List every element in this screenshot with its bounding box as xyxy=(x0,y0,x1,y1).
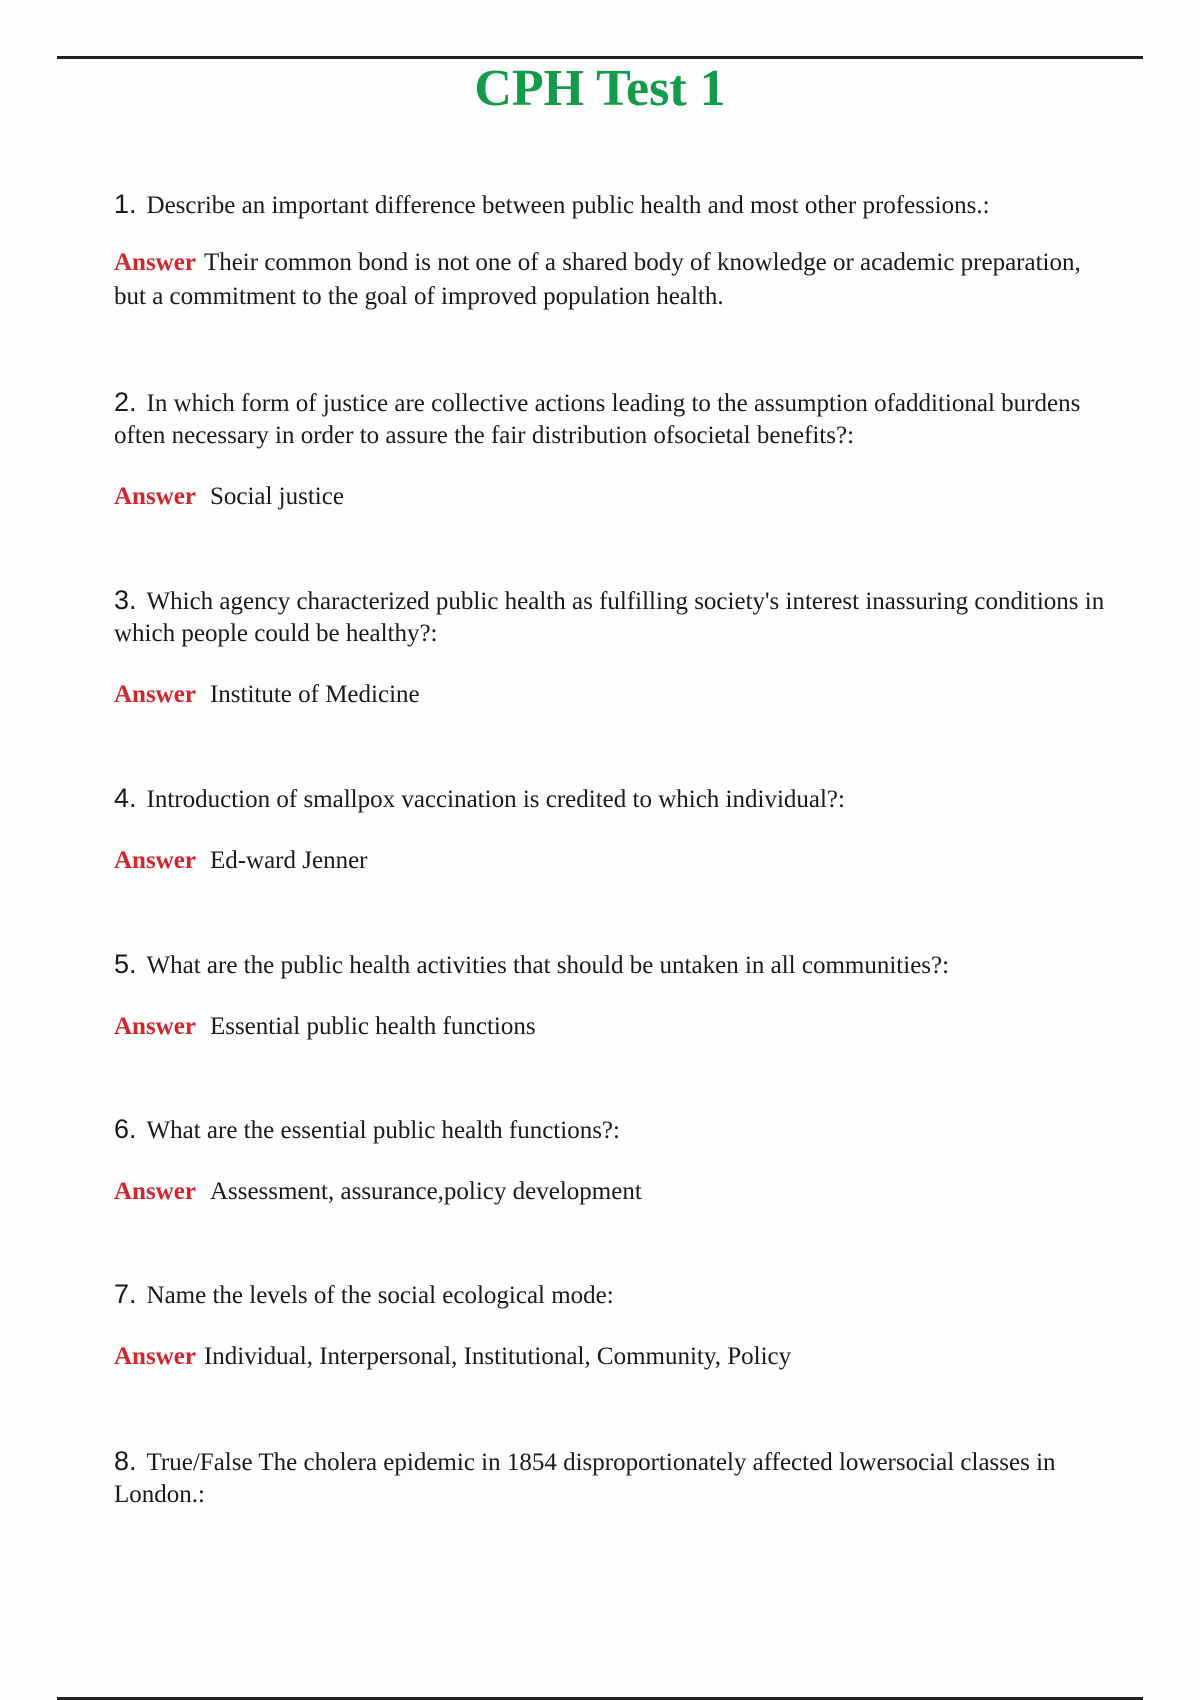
question-number: 6. xyxy=(114,1114,137,1144)
answer-label: Answer xyxy=(114,483,196,510)
answer-text: Individual, Interpersonal, Institutional, Community, Policy xyxy=(203,1343,792,1370)
qa-item-4 xyxy=(114,782,1114,878)
question-number: 4. xyxy=(114,783,137,813)
question-text: Which agency characterized public health as fulfilling society's interest inassuring conditions in which people could be healthy?: xyxy=(114,588,1105,647)
question-number: 7. xyxy=(114,1279,137,1309)
answer-label: Answer xyxy=(114,681,196,708)
qa-item-7 xyxy=(114,1278,1114,1374)
question-text: What are the public health activities that should be untaken in all communities?: xyxy=(146,952,950,979)
answer-text: Social justice xyxy=(209,483,344,510)
answer-text: Assessment, assurance,policy development xyxy=(209,1178,642,1205)
question-number: 5. xyxy=(114,949,137,979)
answer xyxy=(114,246,1114,314)
answer xyxy=(114,1010,1114,1044)
question xyxy=(114,1278,1114,1312)
question-text: What are the essential public health functions?: xyxy=(146,1117,620,1144)
qa-item-1 xyxy=(114,188,1114,314)
answer xyxy=(114,480,1114,514)
question-text: True/False The cholera epidemic in 1854 disproportionately affected lowersocial classes in London.: xyxy=(114,1449,1056,1508)
page-title: CPH Test 1 xyxy=(474,60,726,117)
question-text: Describe an important difference between public health and most other professions.: xyxy=(146,192,990,219)
answer-label: Answer xyxy=(114,847,196,874)
question xyxy=(114,1113,1114,1147)
answer-text: Ed-ward Jenner xyxy=(209,847,368,874)
qa-item-6 xyxy=(114,1113,1114,1209)
qa-item-3 xyxy=(114,584,1114,712)
answer-label: Answer xyxy=(114,1178,196,1205)
qa-item-8 xyxy=(114,1445,1114,1511)
question xyxy=(114,1445,1114,1511)
qa-item-5 xyxy=(114,948,1114,1044)
question-text: Introduction of smallpox vaccination is credited to which individual?: xyxy=(146,786,845,813)
question xyxy=(114,782,1114,816)
question xyxy=(114,584,1114,650)
question xyxy=(114,188,1114,222)
question xyxy=(114,386,1114,452)
question-number: 2. xyxy=(114,387,137,417)
question-text: In which form of justice are collective actions leading to the assumption ofadditional burdens often necessary in order to assure the fair distribution ofsocietal benefits?: xyxy=(114,390,1081,449)
answer-text: Their common bond is not one of a shared body of knowledge or academic preparation, but a commitment to the goal of improved population health. xyxy=(114,249,1081,310)
answer xyxy=(114,844,1114,878)
question-text: Name the levels of the social ecological mode: xyxy=(146,1282,614,1309)
question-number: 8. xyxy=(114,1446,137,1476)
question xyxy=(114,948,1114,982)
answer xyxy=(114,1340,1114,1374)
answer xyxy=(114,678,1114,712)
answer xyxy=(114,1175,1114,1209)
answer-label: Answer xyxy=(114,1343,196,1370)
answer-label: Answer xyxy=(114,249,196,276)
answer-text: Essential public health functions xyxy=(209,1013,536,1040)
answer-text: Institute of Medicine xyxy=(209,681,420,708)
question-number: 1. xyxy=(114,189,137,219)
qa-item-2 xyxy=(114,386,1114,514)
answer-label: Answer xyxy=(114,1013,196,1040)
question-number: 3. xyxy=(114,585,137,615)
